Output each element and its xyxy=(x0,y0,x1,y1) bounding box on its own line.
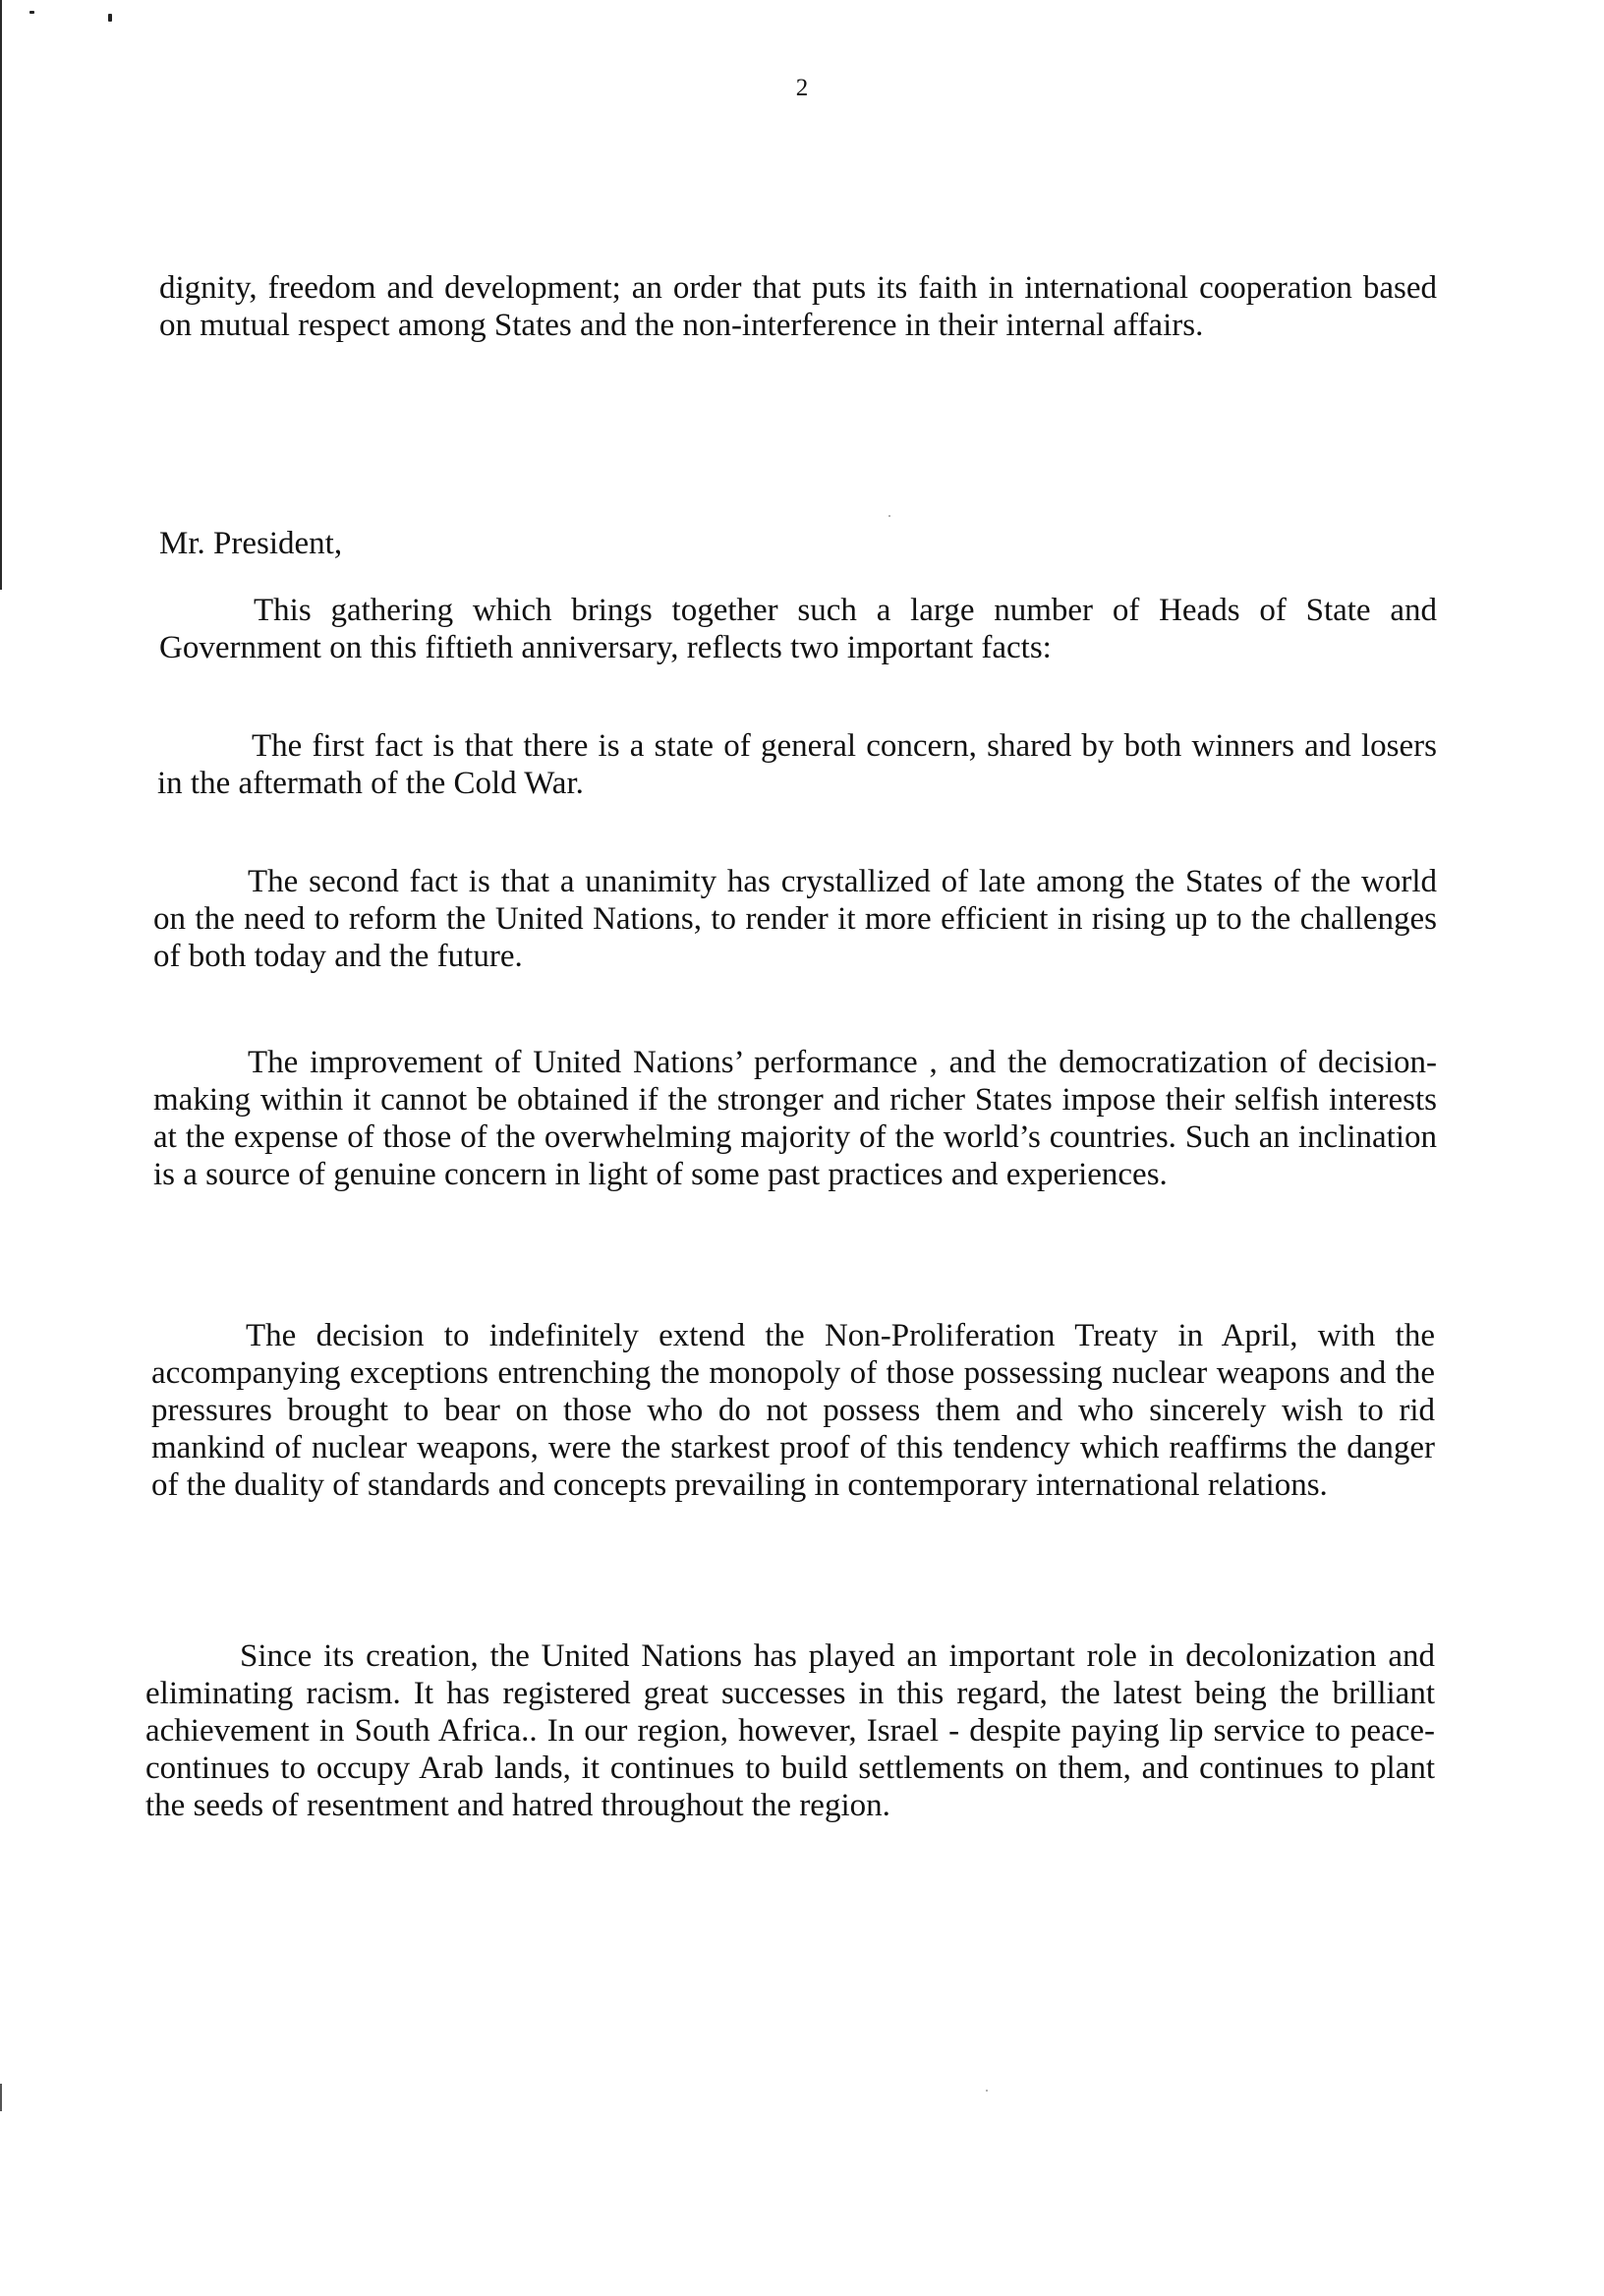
body-paragraph: The improvement of United Nations’ performance , and the democratization of decision-making within it cannot be obtained if the stronger and richer States impose their selfish interests at the expense of those of the overwhelming majority of the world’s countries. Such an inclination is a source of genuine concern in light of some past practices and experiences. xyxy=(153,1045,1437,1192)
scan-speck xyxy=(888,515,890,517)
scan-speck xyxy=(986,2090,988,2092)
body-paragraph: This gathering which brings together such a large number of Heads of State and Government on this fiftieth anniversary, reflects two important facts: xyxy=(159,593,1437,665)
scan-corner-mark xyxy=(108,14,112,22)
scan-edge-mark xyxy=(0,2084,2,2111)
body-paragraph: The decision to indefinitely extend the Non-Proliferation Treaty in April, with the accompanying exceptions entrenching the monopoly of those possessing nuclear weapons and the pressures brought to bear on those who do not possess them and who sincerely wish to rid mankind of nuclear weapons, were the starkest proof of this tendency which reaffirms the danger of the duality of standards and concepts prevailing in contemporary international relations. xyxy=(151,1318,1435,1503)
salutation: Mr. President, xyxy=(159,526,343,561)
body-paragraph: Since its creation, the United Nations has played an important role in decolonization and eliminating racism. It has registered great successes in this regard, the latest being the brilliant achievement in South Africa.. In our region, however, Israel - despite paying lip service to peace- continues to occupy Arab lands, it continues to build settlements on them, and continues to plant the seeds of resentment and hatred throughout the region. xyxy=(145,1638,1435,1823)
scan-corner-mark xyxy=(29,11,34,14)
body-paragraph: dignity, freedom and development; an order that puts its faith in international cooperation based on mutual respect among States and the non-interference in their internal affairs. xyxy=(159,270,1437,343)
body-paragraph: The second fact is that a unanimity has crystallized of late among the States of the world on the need to reform the United Nations, to render it more efficient in rising up to the challenges of both today and the future. xyxy=(153,864,1437,974)
page-number: 2 xyxy=(795,75,809,101)
body-paragraph: The first fact is that there is a state of general concern, shared by both winners and losers in the aftermath of the Cold War. xyxy=(157,728,1437,801)
